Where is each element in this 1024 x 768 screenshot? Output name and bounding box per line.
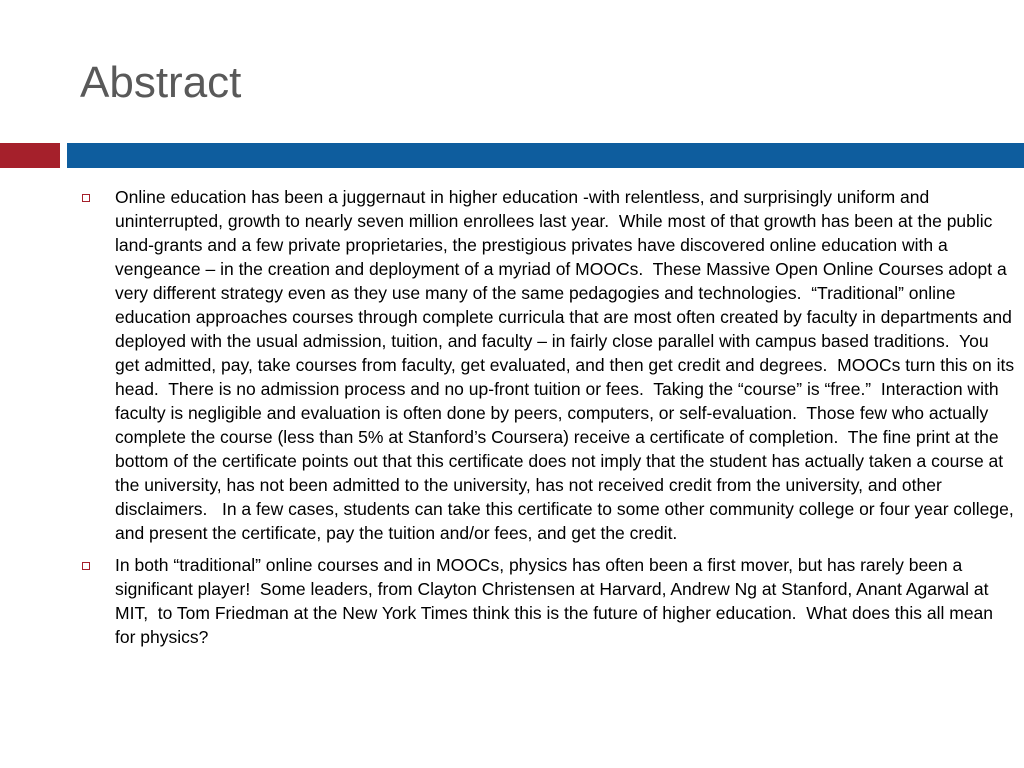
square-bullet-icon (82, 194, 90, 202)
slide-title: Abstract (80, 58, 242, 107)
square-bullet-icon (82, 562, 90, 570)
bullet-text: Online education has been a juggernaut in higher education -with relentless, and surprisingly uniform and uninterrupted, growth to nearly seven million enrollees last year. While most of that growth has been at the public land-grants and a few private proprietaries, the prestigious privates have discovered online education with a vengeance – in the creation and deployment of a myriad of MOOCs. These Massive Open Online Courses adopt a very different strategy even as they use many of the same pedagogies and technologies. “Traditional” online education approaches courses through complete curricula that are most often created by faculty in departments and deployed with the usual admission, tuition, and faculty – in fairly close parallel with campus based traditions. You get admitted, pay, take courses from faculty, get evaluated, and then get credit and degrees. MOOCs turn this on its head. There is no admission process and no up-front tuition or fees. Taking the “course” is “free.” Interaction with faculty is negligible and evaluation is often done by peers, computers, or self-evaluation. Those few who actually complete the course (less than 5% at Stanford’s Coursera) receive a certificate of completion. The fine print at the bottom of the certificate points out that this certificate does not imply that the student has actually taken a course at the university, has not been admitted to the university, has not received credit from the university, and other disclaimers. In a few cases, students can take this certificate to some other community college or four year college, and present the certificate, pay the tuition and/or fees, and get the credit. (115, 187, 1020, 543)
bullet-item (80, 185, 1020, 545)
bullet-text: In both “traditional” online courses and in MOOCs, physics has often been a first mover, but has rarely been a significant player! Some leaders, from Clayton Christensen at Harvard, Andrew Ng at Stanford, Anant Agarwal at MIT, to Tom Friedman at the New York Times think this is the future of higher education. What does this all mean for physics? (115, 555, 998, 647)
title-divider-red-bar (0, 143, 60, 168)
bullet-item (80, 553, 1015, 649)
title-divider-blue-bar (67, 143, 1024, 168)
bullet-list (80, 185, 1020, 657)
